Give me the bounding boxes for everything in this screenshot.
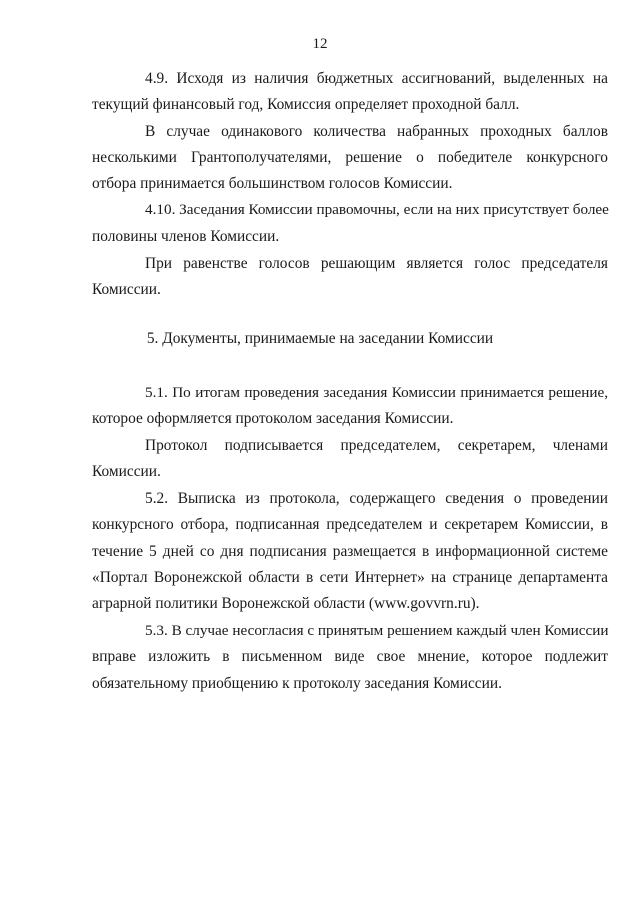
- page-number: 12: [312, 36, 328, 52]
- paragraph-4-9b-line-1: В случае одинакового количества набранных проходных баллов: [145, 123, 608, 140]
- paragraph-4-9-line-1: 4.9. Исходя из наличия бюджетных ассигнований, выделенных на: [145, 70, 608, 87]
- paragraph-4-10-line-1: 4.10. Заседания Комиссии правомочны, если на них присутствует более: [145, 201, 609, 218]
- paragraph-5-1-line-1: 5.1. По итогам проведения заседания Комиссии принимается решение,: [145, 384, 608, 401]
- paragraph-5-2-line-3: течение 5 дней со дня подписания размещается в информационной системе: [92, 543, 608, 560]
- paragraph-4-10-line-2: половины членов Комиссии.: [92, 228, 280, 245]
- paragraph-4-9b-line-3: отбора принимается большинством голосов Комиссии.: [92, 175, 453, 192]
- paragraph-5-1b-line-1: Протокол подписывается председателем, секретарем, членами: [145, 437, 608, 454]
- paragraph-5-1-line-2: которое оформляется протоколом заседания Комиссии.: [92, 410, 454, 427]
- section-5-heading: 5. Документы, принимаемые на заседании Комиссии: [146, 330, 494, 347]
- paragraph-5-3-line-1: 5.3. В случае несогласия с принятым решением каждый член Комиссии: [145, 622, 609, 639]
- paragraph-5-2-line-1: 5.2. Выписка из протокола, содержащего сведения о проведении: [145, 490, 608, 507]
- paragraph-4-9-line-2: текущий финансовый год, Комиссия определяет проходной балл.: [92, 96, 520, 113]
- paragraph-5-2-line-5: аграрной политики Воронежской области (www.govvrn.ru).: [92, 595, 480, 612]
- paragraph-5-2-line-2: конкурсного отбора, подписанная председателем и секретарем Комиссии, в: [92, 516, 608, 533]
- paragraph-4-10b-line-2: Комиссии.: [92, 281, 161, 298]
- paragraph-5-1b-line-2: Комиссии.: [92, 463, 161, 480]
- paragraph-4-10b-line-1: При равенстве голосов решающим является голос председателя: [145, 255, 608, 272]
- paragraph-4-9b-line-2: несколькими Грантополучателями, решение о победителе конкурсного: [92, 149, 608, 166]
- paragraph-5-3-line-3: обязательному приобщению к протоколу заседания Комиссии.: [92, 675, 502, 692]
- paragraph-5-3-line-2: вправе изложить в письменном виде свое мнение, которое подлежит: [92, 648, 608, 665]
- paragraph-5-2-line-4: «Портал Воронежской области в сети Интернет» на странице департамента: [92, 569, 608, 586]
